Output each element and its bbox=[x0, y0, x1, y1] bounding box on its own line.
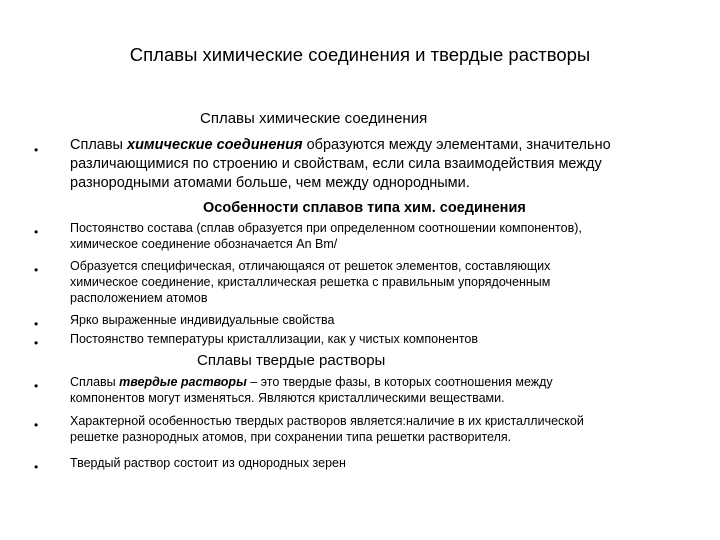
text-line: химическое соединение, кристаллическая решетка с правильным упорядоченным bbox=[70, 275, 551, 289]
bullet-icon: • bbox=[34, 336, 39, 350]
bullet-icon: • bbox=[34, 460, 39, 474]
feature-item bbox=[70, 258, 690, 306]
bullet-icon: • bbox=[34, 379, 39, 393]
solid-solutions-feature bbox=[70, 413, 690, 445]
text-line: разнородными атомами больше, чем между однородными. bbox=[70, 175, 470, 191]
feature-item bbox=[70, 312, 690, 328]
slide-title: Сплавы химические соединения и твердые растворы bbox=[129, 44, 591, 65]
chemical-compounds-definition bbox=[70, 136, 690, 193]
solid-solutions-definition bbox=[70, 374, 690, 406]
bullet-icon: • bbox=[34, 263, 39, 277]
bullet-icon: • bbox=[34, 225, 39, 239]
text-line: Ярко выраженные индивидуальные свойства bbox=[70, 313, 335, 327]
text-line bbox=[70, 374, 690, 390]
text-line: химическое соединение обозначается An Bm/ bbox=[70, 237, 338, 251]
text-line: расположением атомов bbox=[70, 291, 208, 305]
feature-item bbox=[70, 220, 690, 252]
text-line bbox=[70, 136, 690, 155]
text-run: Сплавы bbox=[70, 375, 120, 389]
section-heading-chemical-compounds: Сплавы химические соединения bbox=[200, 110, 428, 127]
section-heading-solid-solutions: Сплавы твердые растворы bbox=[197, 352, 386, 369]
text-run: – это твердые фазы, в которых соотношения между bbox=[246, 375, 553, 389]
emphasis-term: химические соединения bbox=[127, 137, 303, 153]
text-line: различающимися по строению и свойствам, если сила взаимодействия между bbox=[70, 156, 602, 172]
text-line: Характерной особенностью твердых растворов является:наличие в их кристаллической bbox=[70, 414, 584, 428]
text-line: решетке разнородных атомов, при сохранении типа решетки растворителя. bbox=[70, 430, 512, 444]
emphasis-term: твердые растворы bbox=[119, 375, 247, 389]
text-run: Сплавы bbox=[70, 137, 128, 153]
text-line: компонентов могут изменяться. Являются кристаллическими веществами. bbox=[70, 391, 505, 405]
solid-solutions-grain bbox=[70, 455, 690, 471]
text-line: Твердый раствор состоит из однородных зерен bbox=[70, 456, 346, 470]
text-run: образуются между элементами, значительно bbox=[302, 137, 611, 153]
bullet-icon: • bbox=[34, 317, 39, 331]
bullet-icon: • bbox=[34, 418, 39, 432]
bullet-icon: • bbox=[34, 143, 39, 157]
text-line: Постоянство температуры кристаллизации, как у чистых компонентов bbox=[70, 332, 479, 346]
text-line: Постоянство состава (сплав образуется при определенном соотношении компонентов), bbox=[70, 221, 582, 235]
feature-item bbox=[70, 331, 690, 347]
text-line: Образуется специфическая, отличающаяся от решеток элементов, составляющих bbox=[70, 259, 551, 273]
section-heading-features: Особенности сплавов типа хим. соединения bbox=[203, 200, 526, 216]
